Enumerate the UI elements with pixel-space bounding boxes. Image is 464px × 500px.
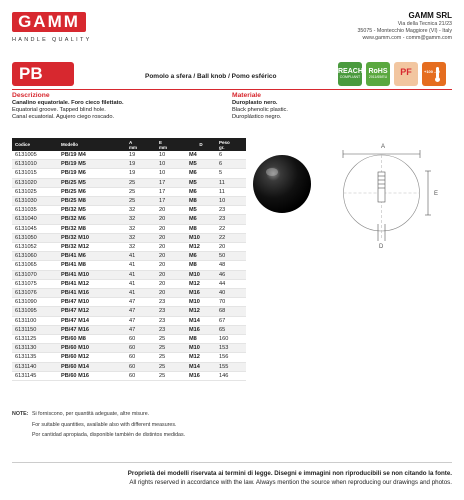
table-row: [12, 206, 246, 215]
cell-codice: 6131045: [12, 224, 58, 233]
cell-codice: 6131030: [12, 197, 58, 206]
table-row: [12, 325, 246, 334]
cell-d: M5: [186, 160, 216, 169]
cell-e: 23: [156, 298, 186, 307]
table-row: [12, 169, 246, 178]
table-row: [12, 243, 246, 252]
cell-e: 25: [156, 344, 186, 353]
cell-e: 20: [156, 224, 186, 233]
cell-modello: PB/32 M10: [58, 233, 126, 242]
cell-e: 10: [156, 169, 186, 178]
cell-e: 17: [156, 178, 186, 187]
cell-d: M8: [186, 197, 216, 206]
company-name: GAMM SRL: [408, 11, 452, 20]
technical-drawing: [326, 136, 454, 251]
cell-a: 41: [126, 261, 156, 270]
cell-d: M6: [186, 252, 216, 261]
cell-a: 41: [126, 252, 156, 261]
pf-label: PF: [400, 67, 412, 77]
cell-codice: 6131135: [12, 353, 58, 362]
dim-a-label: A: [381, 144, 386, 150]
cell-a: 47: [126, 325, 156, 334]
cell-e: 25: [156, 371, 186, 380]
address-line: 35075 - Montecchio Maggiore (VI) - Italy: [357, 28, 452, 34]
product-subtitle: Pomolo a sfera / Ball knob / Pomo esférico: [145, 73, 277, 80]
col-codice: Codice: [12, 138, 58, 151]
cell-codice: 6131005: [12, 151, 58, 160]
cell-d: M14: [186, 316, 216, 325]
cell-modello: PB/32 M6: [58, 215, 126, 224]
reach-label: REACH: [338, 68, 363, 75]
description-it: Canalino equatoriale. Foro cieco filettato.: [12, 100, 124, 106]
reach-badge: [338, 62, 362, 86]
cell-peso: 50: [216, 252, 246, 261]
table-row: [12, 362, 246, 371]
material-it: Duroplasto nero.: [232, 100, 278, 106]
cell-modello: PB/19 M5: [58, 160, 126, 169]
cell-e: 20: [156, 289, 186, 298]
cell-peso: 6: [216, 151, 246, 160]
table-row: [12, 233, 246, 242]
cell-e: 20: [156, 261, 186, 270]
cell-codice: 6131050: [12, 233, 58, 242]
divider: [12, 89, 452, 90]
rohs-sub: 2011/65/EU: [368, 75, 388, 79]
pf-material-badge: [394, 62, 418, 86]
cell-d: M10: [186, 233, 216, 242]
cell-codice: 6131065: [12, 261, 58, 270]
cell-peso: 70: [216, 298, 246, 307]
cell-modello: PB/25 M6: [58, 187, 126, 196]
description-es: Canal ecuatorial. Agujero ciego roscado.: [12, 114, 115, 120]
description-section: [12, 91, 124, 121]
note-en: For suitable quantities, available also with different measures.: [32, 421, 177, 428]
cell-peso: 65: [216, 325, 246, 334]
cell-d: M14: [186, 362, 216, 371]
cell-peso: 22: [216, 233, 246, 242]
cell-codice: 6131076: [12, 289, 58, 298]
cell-e: 17: [156, 197, 186, 206]
cell-e: 20: [156, 279, 186, 288]
cell-e: 25: [156, 362, 186, 371]
table-row: [12, 335, 246, 344]
footer-it: Proprietà dei modelli riservata ai termini di legge. Disegni e immagini non riproducibili se non citando la fonte.: [127, 470, 452, 477]
table-row: [12, 270, 246, 279]
cell-codice: 6131100: [12, 316, 58, 325]
table-row: [12, 178, 246, 187]
cell-codice: 6131130: [12, 344, 58, 353]
cell-modello: PB/47 M10: [58, 298, 126, 307]
cell-codice: 6131150: [12, 325, 58, 334]
description-heading: Descrizione: [12, 92, 50, 99]
product-table: [12, 138, 246, 381]
cell-d: M10: [186, 298, 216, 307]
col-modello: Modello: [58, 138, 126, 151]
cell-e: 25: [156, 353, 186, 362]
cell-modello: PB/41 M8: [58, 261, 126, 270]
table-row: [12, 316, 246, 325]
gamm-logo: GAMM: [12, 12, 86, 32]
material-en: Black phenolic plastic.: [232, 107, 288, 113]
note-label: NOTE:: [12, 411, 29, 417]
cell-d: M12: [186, 243, 216, 252]
cell-modello: PB/41 M16: [58, 289, 126, 298]
cell-peso: 23: [216, 206, 246, 215]
material-es: Duroplástico negro.: [232, 114, 282, 120]
cell-modello: PB/47 M16: [58, 325, 126, 334]
cell-codice: 6131052: [12, 243, 58, 252]
cell-e: 20: [156, 270, 186, 279]
cell-peso: 5: [216, 169, 246, 178]
cell-d: M12: [186, 279, 216, 288]
reach-sub: COMPLIANT: [339, 75, 361, 79]
cell-codice: 6131020: [12, 178, 58, 187]
col-e: E mm: [156, 138, 186, 151]
col-d: D: [186, 138, 216, 151]
cell-a: 47: [126, 316, 156, 325]
temperature-badge: [422, 62, 446, 86]
cell-e: 23: [156, 316, 186, 325]
cell-modello: PB/25 M8: [58, 197, 126, 206]
cell-e: 20: [156, 243, 186, 252]
cell-e: 10: [156, 160, 186, 169]
cell-peso: 40: [216, 289, 246, 298]
cell-d: M6: [186, 187, 216, 196]
cell-codice: 6131040: [12, 215, 58, 224]
cell-peso: 68: [216, 307, 246, 316]
cell-a: 41: [126, 289, 156, 298]
cell-d: M8: [186, 261, 216, 270]
cell-modello: PB/41 M12: [58, 279, 126, 288]
cell-codice: 6131025: [12, 187, 58, 196]
address-line: Via della Tecnica 21/23: [397, 21, 452, 27]
cell-codice: 6131015: [12, 169, 58, 178]
cell-a: 47: [126, 307, 156, 316]
cell-modello: PB/32 M5: [58, 206, 126, 215]
cell-a: 60: [126, 335, 156, 344]
thermometer-icon: [422, 62, 446, 86]
cell-d: M4: [186, 151, 216, 160]
cell-e: 17: [156, 187, 186, 196]
cell-d: M16: [186, 371, 216, 380]
cell-d: M5: [186, 206, 216, 215]
cell-peso: 20: [216, 243, 246, 252]
cell-a: 19: [126, 151, 156, 160]
description-en: Equatorial groove. Tapped blind hole.: [12, 107, 106, 113]
cell-codice: 6131075: [12, 279, 58, 288]
cell-modello: PB/60 M12: [58, 353, 126, 362]
cell-modello: PB/41 M10: [58, 270, 126, 279]
cell-d: M5: [186, 178, 216, 187]
ball-knob-image: [248, 150, 316, 218]
product-code: PB: [12, 62, 74, 86]
cell-d: M10: [186, 270, 216, 279]
cell-modello: PB/25 M5: [58, 178, 126, 187]
cell-codice: 6131035: [12, 206, 58, 215]
cell-a: 41: [126, 270, 156, 279]
cell-modello: PB/41 M6: [58, 252, 126, 261]
cell-modello: PB/60 M10: [58, 344, 126, 353]
cell-a: 32: [126, 206, 156, 215]
cell-e: 20: [156, 206, 186, 215]
cell-a: 25: [126, 197, 156, 206]
note-es: Por cantidad apropiada, disponible también de distintos medidas.: [32, 432, 186, 438]
footer-divider: [12, 462, 452, 463]
temperature-range: +100 -20: [424, 69, 440, 74]
cell-modello: PB/19 M4: [58, 151, 126, 160]
table-row: [12, 261, 246, 270]
cell-e: 20: [156, 233, 186, 242]
cell-d: M12: [186, 307, 216, 316]
cell-a: 60: [126, 344, 156, 353]
cell-peso: 23: [216, 215, 246, 224]
cell-modello: PB/60 M8: [58, 335, 126, 344]
cell-peso: 156: [216, 353, 246, 362]
cell-e: 23: [156, 325, 186, 334]
cell-d: M6: [186, 215, 216, 224]
cell-a: 47: [126, 298, 156, 307]
cell-modello: PB/32 M12: [58, 243, 126, 252]
cell-a: 32: [126, 233, 156, 242]
cell-a: 19: [126, 169, 156, 178]
cell-a: 32: [126, 215, 156, 224]
footer-en: All rights reserved in accordance with the law. Always mention the source when reproducing our drawings and photos.: [129, 479, 452, 486]
cell-peso: 6: [216, 160, 246, 169]
table-row: [12, 279, 246, 288]
table-row: [12, 371, 246, 380]
cell-e: 20: [156, 252, 186, 261]
col-peso: Peso gr.: [216, 138, 246, 151]
cell-d: M8: [186, 224, 216, 233]
cell-codice: 6131060: [12, 252, 58, 261]
company-info: [357, 10, 452, 42]
cell-d: M12: [186, 353, 216, 362]
cell-e: 10: [156, 151, 186, 160]
cell-peso: 10: [216, 197, 246, 206]
cell-peso: 146: [216, 371, 246, 380]
cell-peso: 44: [216, 279, 246, 288]
logo-tagline: HANDLE QUALITY: [12, 37, 92, 43]
rohs-badge: [366, 62, 390, 86]
cell-d: M8: [186, 335, 216, 344]
dim-d-label: D: [379, 244, 384, 250]
cell-modello: PB/19 M6: [58, 169, 126, 178]
cell-peso: 153: [216, 344, 246, 353]
cell-e: 23: [156, 307, 186, 316]
cell-a: 60: [126, 362, 156, 371]
cell-a: 25: [126, 178, 156, 187]
cell-peso: 11: [216, 187, 246, 196]
table-row: [12, 307, 246, 316]
cell-a: 32: [126, 224, 156, 233]
note-it: Si forniscono, per quantità adeguate, altre misure.: [32, 411, 150, 417]
cell-modello: PB/60 M14: [58, 362, 126, 371]
cell-peso: 11: [216, 178, 246, 187]
contact-line[interactable]: www.gamm.com - comm@gamm.com: [362, 35, 452, 41]
cell-codice: 6131095: [12, 307, 58, 316]
cell-codice: 6131070: [12, 270, 58, 279]
table-row: [12, 151, 246, 160]
cell-peso: 22: [216, 224, 246, 233]
cell-a: 60: [126, 353, 156, 362]
table-row: [12, 224, 246, 233]
cell-d: M16: [186, 289, 216, 298]
cell-e: 20: [156, 215, 186, 224]
cell-a: 41: [126, 279, 156, 288]
col-a: A mm: [126, 138, 156, 151]
cell-modello: PB/47 M12: [58, 307, 126, 316]
cell-modello: PB/32 M8: [58, 224, 126, 233]
table-row: [12, 252, 246, 261]
cell-d: M10: [186, 344, 216, 353]
dim-e-label: E: [434, 191, 439, 197]
table-row: [12, 215, 246, 224]
cell-modello: PB/60 M16: [58, 371, 126, 380]
cell-peso: 155: [216, 362, 246, 371]
table-row: [12, 353, 246, 362]
table-row: [12, 160, 246, 169]
cell-peso: 67: [216, 316, 246, 325]
footer: [128, 469, 452, 487]
rohs-label: RoHS: [368, 68, 388, 75]
cell-codice: 6131090: [12, 298, 58, 307]
cell-d: M16: [186, 325, 216, 334]
cell-peso: 46: [216, 270, 246, 279]
cell-codice: 6131125: [12, 335, 58, 344]
cell-a: 32: [126, 243, 156, 252]
cell-a: 25: [126, 187, 156, 196]
table-row: [12, 289, 246, 298]
note-block: [12, 409, 185, 441]
cell-codice: 6131140: [12, 362, 58, 371]
material-section: [232, 91, 288, 121]
cell-peso: 48: [216, 261, 246, 270]
table-row: [12, 298, 246, 307]
cell-modello: PB/47 M14: [58, 316, 126, 325]
material-heading: Materiale: [232, 92, 261, 99]
table-header-row: [12, 138, 246, 151]
cell-peso: 160: [216, 335, 246, 344]
cell-codice: 6131145: [12, 371, 58, 380]
table-row: [12, 187, 246, 196]
table-row: [12, 197, 246, 206]
cell-codice: 6131010: [12, 160, 58, 169]
cell-a: 60: [126, 371, 156, 380]
cell-a: 19: [126, 160, 156, 169]
cell-e: 25: [156, 335, 186, 344]
cell-d: M6: [186, 169, 216, 178]
table-row: [12, 344, 246, 353]
